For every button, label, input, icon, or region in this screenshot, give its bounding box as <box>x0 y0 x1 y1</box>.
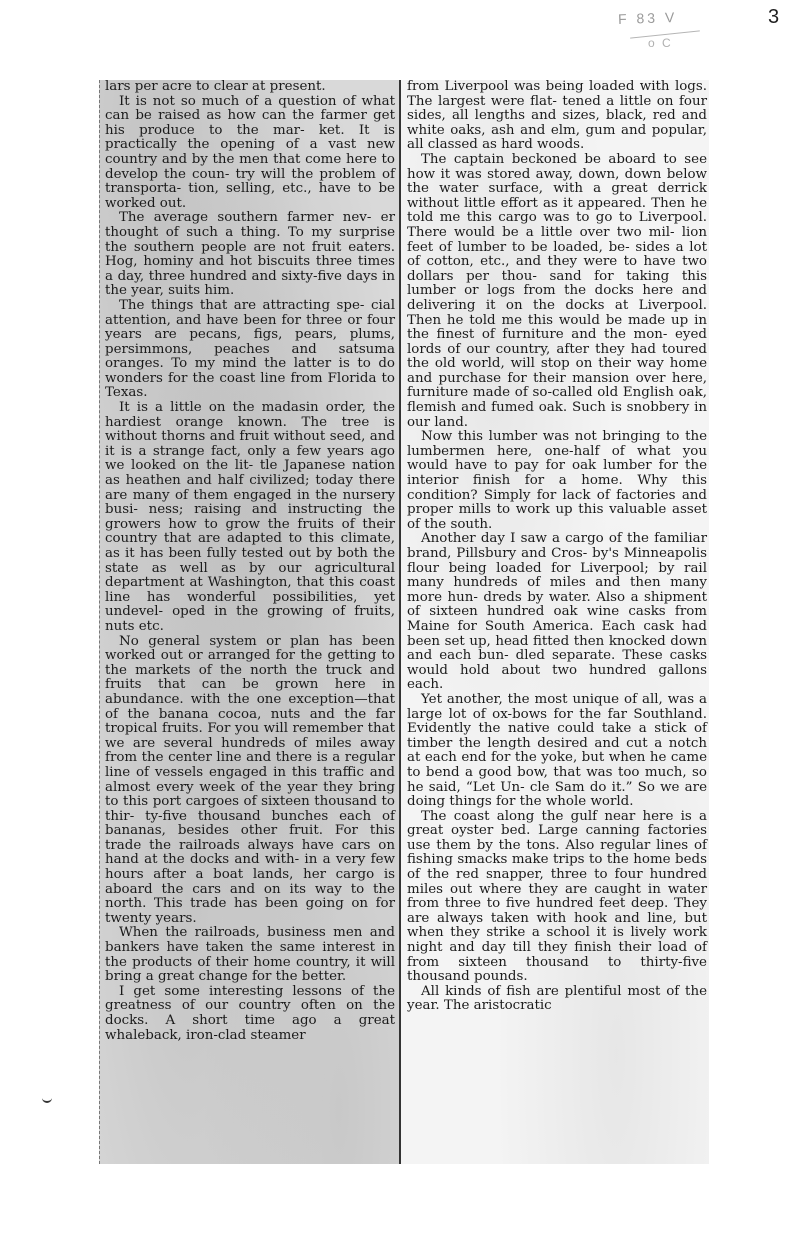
paragraph: from Liverpool was being loaded with logs. The largest were flat- tened a little on four sides, all lengths and sizes, black, red and white oaks, ash and elm, gum and popular, all classed as hard woods. <box>407 80 707 153</box>
paragraph: It is a little on the madasin order, the hardiest orange known. The tree is without thorns and fruit without seed, and it is a strange fact, only a few years ago we looked on the lit- tle Japanese nation as heathen and half civilized; today there are many of them engaged in the nursery busi- ness; raising and instructing the growers how to grow the fruits of their country that are adapted to this climate, as it has been fully tested out by both the state as well as by our agricultural department at Washington, that this coast line has wonderful possibilities, yet undevel- oped in the growing of fruits, nuts etc. <box>105 400 395 634</box>
article-column-left <box>99 80 399 1164</box>
article-column-right <box>401 80 709 1164</box>
page-annotations <box>618 6 798 66</box>
margin-mark <box>42 1097 52 1103</box>
clipping-edge <box>99 80 100 1164</box>
paragraph: When the railroads, business men and bankers have taken the same interest in the products of their home country, it will bring a great change for the better. <box>105 925 395 985</box>
paragraph: Yet another, the most unique of all, was a large lot of ox-bows for the far Southland. Evidently the native could take a stick of timber the length desired and cut a notch at each end for the yoke, but when he came to bend a good bow, that was too much, so he said, “Let Un- cle Sam do it.” So we are doing things for the whole world. <box>407 691 707 810</box>
paragraph: Now this lumber was not bringing to the lumbermen here, one-half of what you would have to pay for oak lumber for the interior finish for a home. Why this condition? Simply for lack of factories and proper mills to work up this valuable asset of the south. <box>407 429 707 532</box>
paragraph: The coast along the gulf near here is a great oyster bed. Large canning factories use them by the tons. Also regular lines of fishing smacks make trips to the home beds of the red snapper, three to four hundred miles out where they are caught in water from three to five hundred feet deep. They are always taken with hook and line, but when they strike a school it is lively work night and day till they finish their load of from sixteen thousand to thirty-five thousand pounds. <box>407 808 707 985</box>
paragraph: It is not so much of a question of what can be raised as how can the farmer get his produce to the mar- ket. It is practically the opening of a vast new country and by the men that come here to develop the coun- try will the problem of transporta- tion, selling, etc., have to be worked out. <box>105 93 395 211</box>
archive-stamp: F 83 V <box>617 8 678 28</box>
page-number: 3 <box>768 6 780 28</box>
paragraph: I get some interesting lessons of the greatness of our country often on the docks. A short time ago a great whaleback, iron-clad steamer <box>105 983 395 1043</box>
archive-stamp-sub: o C <box>648 36 673 50</box>
paragraph: The average southern farmer nev- er thought of such a thing. To my surprise the southern people are not fruit eaters. Hog, hominy and hot biscuits three times a day, three hundred and sixty-five days in the year, suits him. <box>105 210 395 299</box>
newspaper-clipping <box>99 80 711 1164</box>
paragraph: The things that are attracting spe- cial attention, and have been for three or four years are pecans, figs, pears, plums, persimmons, peaches and satsuma oranges. To my mind the latter is to do wonders for the coast line from Florida to Texas. <box>105 297 395 401</box>
paragraph: Another day I saw a cargo of the familiar brand, Pillsbury and Cros- by's Minneapolis flour being loaded for Liverpool; by rail many hundreds of miles and then many more hun- dreds by water. Also a shipment of sixteen hundred oak wine casks from Maine for South America. Each cask had been set up, head fitted then knocked down and each bun- dled separate. These casks would hold about two hundred gallons each. <box>407 531 707 693</box>
paragraph: No general system or plan has been worked out or arranged for the getting to the markets of the north the truck and fruits that can be grown here in abundance. with the one exception—that of the banana cocoa, nuts and the far tropical fruits. For you will remember that we are several hundreds of miles away from the center line and there is a regular line of vessels engaged in this traffic and almost every week of the year they bring to this port cargoes of sixteen thousand to thir- ty-five thousand bunches each of bananas, besides other fruit. For this trade the railroads always have cars on hand at the docks and with- in a very few hours after a boat lands, her cargo is aboard the cars and on its way to the north. This trade has been going on for twenty years. <box>105 633 395 926</box>
paragraph: The captain beckoned be aboard to see how it was stored away, down, down below the water surface, with a great derrick without little effort as it appeared. Then he told me this cargo was to go to Liverpool. There would be a little over two mil- lion feet of lumber to be loaded, be- sides a lot of cotton, etc., and they were to have two dollars per thou- sand for taking this lumber or logs from the docks here and delivering it on the docks at Liverpool. Then he told me this would be made up in the finest of furniture and the mon- eyed lords of our country, after they had toured the old world, will stop on their way home and purchase for their mansion over here, furniture made of so-called old English oak, flemish and fumed oak. Such is snobbery in our land. <box>407 151 707 430</box>
paragraph: All kinds of fish are plentiful most of the year. The aristocratic <box>407 983 707 1014</box>
paragraph: lars per acre to clear at present. <box>105 80 326 94</box>
